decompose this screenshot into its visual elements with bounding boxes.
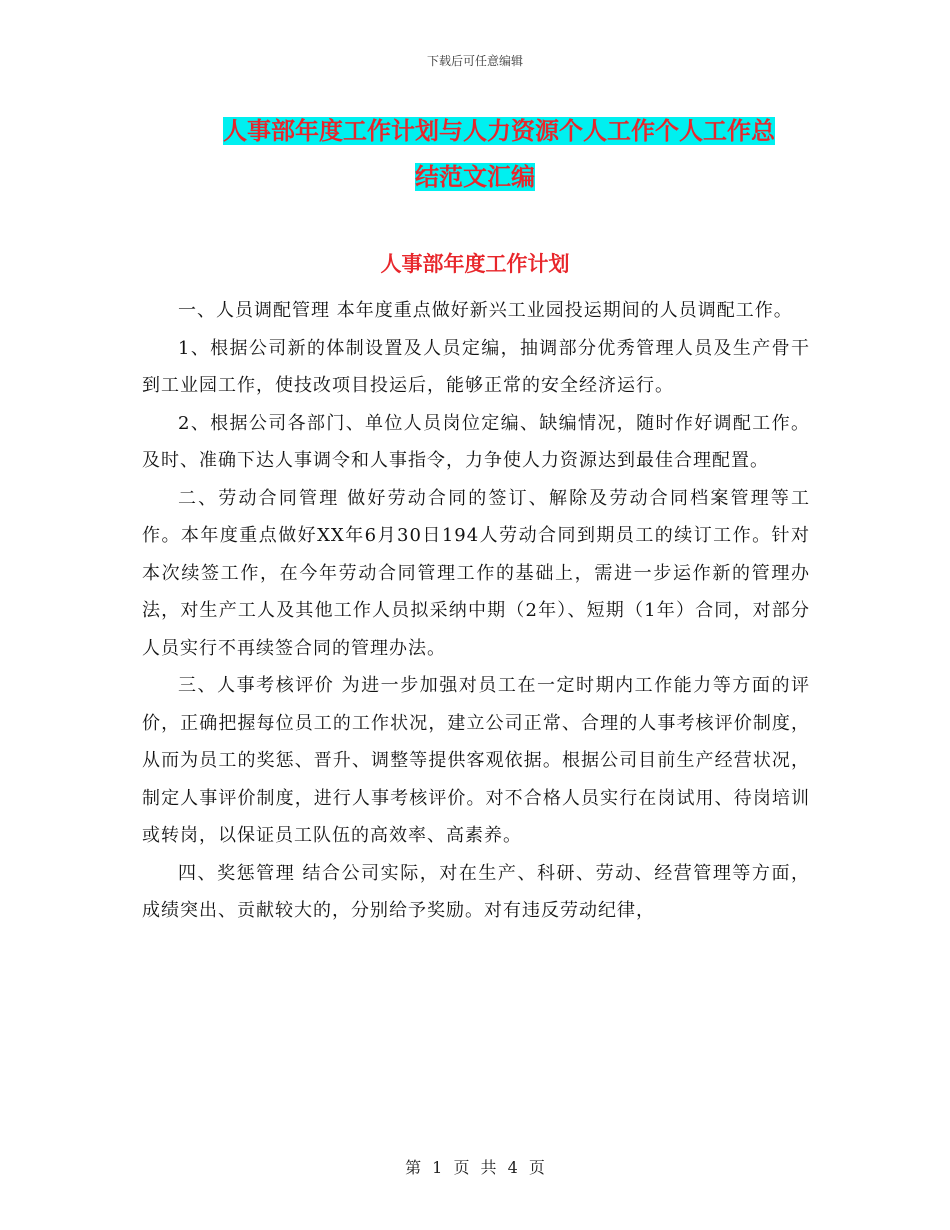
title-line-1: 人事部年度工作计划与人力资源个人工作个人工作总 bbox=[223, 117, 775, 145]
document-body bbox=[142, 292, 810, 930]
paragraph: 1、根据公司新的体制设置及人员定编，抽调部分优秀管理人员及生产骨干到工业园工作，使技改项目投运后，能够正常的安全经济运行。 bbox=[142, 337, 810, 396]
paragraph: 三、人事考核评价 为进一步加强对员工在一定时期内工作能力等方面的评价，正确把握每位员工的工作状况，建立公司正常、合理的人事考核评价制度，从而为员工的奖惩、晋升、调整等提供客观依据。根据公司目前生产经营状况，制定人事评价制度，进行人事考核评价。对不合格人员实行在岗试用、待岗培训或转岗，以保证员工队伍的高效率、高素养。 bbox=[142, 675, 810, 846]
paragraph: 一、人员调配管理 本年度重点做好新兴工业园投运期间的人员调配工作。 bbox=[178, 300, 793, 321]
section-title: 人事部年度工作计划 bbox=[380, 252, 570, 276]
page-header-note: 下载后可任意编辑 bbox=[426, 54, 523, 68]
page-footer: 第 1 页 共 4 页 bbox=[405, 1158, 545, 1177]
document-title bbox=[0, 108, 950, 200]
paragraph: 二、劳动合同管理 做好劳动合同的签订、解除及劳动合同档案管理等工作。本年度重点做好XX年6月30日194人劳动合同到期员工的续订工作。针对本次续签工作，在今年劳动合同管理工作的基础上，需进一步运作新的管理办法，对生产工人及其他工作人员拟采纳中期（2年）、短期（1年）合同，对部分人员实行不再续签合同的管理办法。 bbox=[142, 487, 810, 659]
title-line-2: 结范文汇编 bbox=[415, 163, 535, 191]
paragraph: 2、根据公司各部门、单位人员岗位定编、缺编情况，随时作好调配工作。及时、准确下达人事调令和人事指令，力争使人力资源达到最佳合理配置。 bbox=[142, 412, 810, 471]
paragraph: 四、奖惩管理 结合公司实际，对在生产、科研、劳动、经营管理等方面，成绩突出、贡献较大的，分别给予奖励。对有违反劳动纪律， bbox=[142, 862, 810, 921]
